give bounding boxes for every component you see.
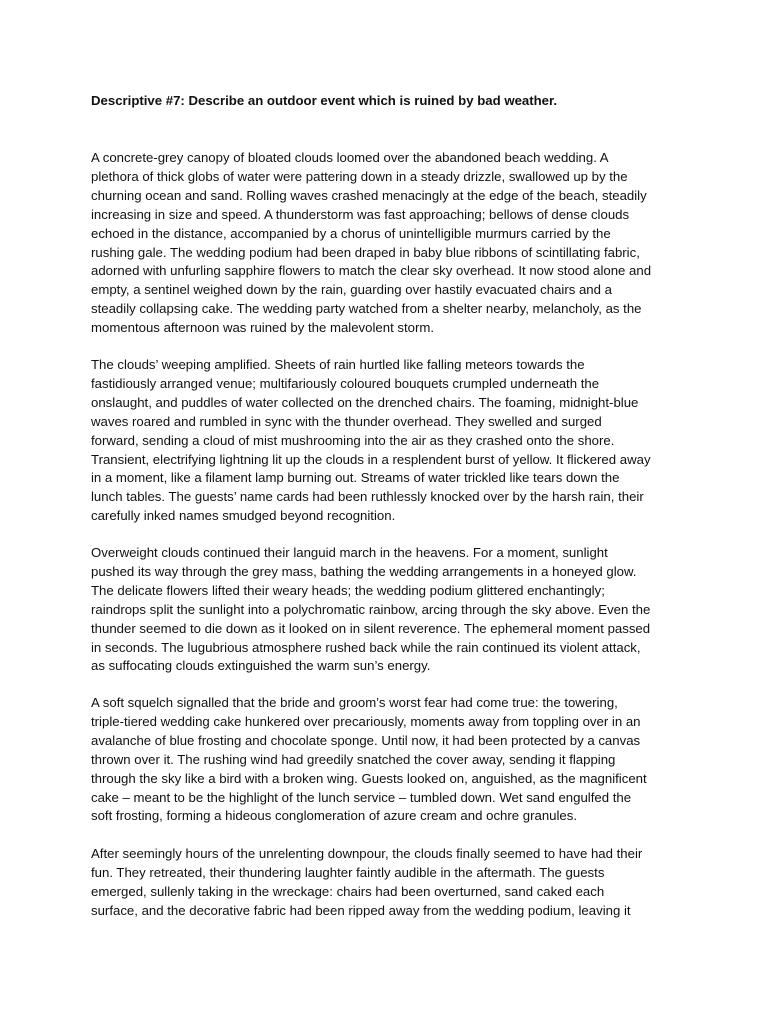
paragraph-line: fun. They retreated, their thundering laughter faintly audible in the aftermath. The guests [91, 864, 605, 880]
paragraph-line: triple-tiered wedding cake hunkered over precariously, moments away from toppling over in an [91, 713, 641, 729]
paragraph-line: thrown over it. The rushing wind had greedily snatched the cover away, sending it flapping [91, 751, 616, 767]
paragraph-line: After seemingly hours of the unrelenting downpour, the clouds finally seemed to have had their [91, 846, 643, 861]
paragraph-line: A concrete-grey canopy of bloated clouds loomed over the abandoned beach wedding. A [91, 150, 609, 165]
paragraph-line: The delicate flowers lifted their weary heads; the wedding podium glittered enchantingly; [91, 582, 605, 598]
paragraph-line: churning ocean and sand. Rolling waves crashed menacingly at the edge of the beach, steadily [91, 187, 647, 203]
paragraph-line: as suffocating clouds extinguished the warm sun’s energy. [91, 658, 431, 674]
paragraph-line: onslaught, and puddles of water collected on the drenched chairs. The foaming, midnight-blue [91, 394, 639, 410]
paragraph-line: increasing in size and speed. A thunderstorm was fast approaching; bellows of dense clouds [91, 206, 630, 222]
paragraph-line: surface, and the decorative fabric had been ripped away from the wedding podium, leaving it [91, 902, 631, 918]
paragraph-line: in a moment, like a filament lamp burning out. Streams of water trickled like tears down the [91, 470, 620, 486]
paragraph-line: Overweight clouds continued their languid march in the heavens. For a moment, sunlight [91, 545, 608, 560]
paragraph-line: in seconds. The lugubrious atmosphere rushed back while the rain continued its violent attack, [91, 639, 641, 655]
paragraph-line: Transient, electrifying lightning lit up the clouds in a resplendent burst of yellow. It flickered away [91, 451, 651, 467]
paragraph-2 [91, 356, 691, 526]
paragraph-4 [91, 694, 691, 826]
paragraph-line: through the sky like a bird with a broken wing. Guests looked on, anguished, as the magnificent [91, 770, 647, 786]
paragraph-line: empty, a sentinel weighed down by the rain, guarding over hastily evacuated chairs and a [91, 282, 612, 298]
paragraph-line: cake – meant to be the highlight of the lunch service – tumbled down. Wet sand engulfed the [91, 789, 632, 805]
document-title: Descriptive #7: Describe an outdoor event which is ruined by bad weather. [91, 93, 558, 108]
paragraph-line: raindrops split the sunlight into a polychromatic rainbow, arcing through the sky above. Even the [91, 601, 651, 617]
paragraph-line: lunch tables. The guests’ name cards had been ruthlessly knocked over by the harsh rain, their [91, 489, 644, 505]
paragraph-line: avalanche of blue frosting and chocolate sponge. Until now, it had been protected by a canvas [91, 732, 641, 748]
paragraph-line: echoed in the distance, accompanied by a chorus of unintelligible murmurs carried by the [91, 225, 611, 241]
paragraph-line: adorned with unfurling sapphire flowers to match the clear sky overhead. It now stood alone and [91, 263, 652, 279]
paragraph-line: momentous afternoon was ruined by the malevolent storm. [91, 320, 435, 336]
paragraph-line: forward, sending a cloud of mist mushrooming into the air as they crashed onto the shore. [91, 432, 615, 448]
paragraph-line: emerged, sullenly taking in the wreckage: chairs had been overturned, sand caked each [91, 883, 605, 899]
paragraph-line: The clouds’ weeping amplified. Sheets of rain hurtled like falling meteors towards the [91, 357, 585, 372]
paragraph-line: plethora of thick globs of water were pattering down in a steady drizzle, swallowed up by the [91, 168, 628, 184]
paragraph-1 [91, 149, 691, 338]
paragraph-line: rushing gale. The wedding podium had been draped in baby blue ribbons of scintillating fabric, [91, 244, 640, 260]
paragraph-5 [91, 845, 691, 921]
paragraph-line: fastidiously arranged venue; multifariously coloured bouquets crumpled underneath the [91, 375, 600, 391]
paragraph-line: steadily collapsing cake. The wedding party watched from a shelter nearby, melancholy, as the [91, 301, 642, 317]
paragraph-3 [91, 544, 691, 676]
paragraph-line: soft frosting, forming a hideous conglomeration of azure cream and ochre granules. [91, 808, 578, 824]
paragraph-line: carefully inked names smudged beyond recognition. [91, 508, 396, 524]
paragraph-line: A soft squelch signalled that the bride and groom’s worst fear had come true: the towering, [91, 695, 618, 710]
paragraph-line: thunder seemed to die down as it looked on in silent reverence. The ephemeral moment passed [91, 620, 651, 636]
paragraph-line: waves roared and rumbled in sync with the thunder overhead. They swelled and surged [91, 413, 602, 429]
paragraph-line: pushed its way through the grey mass, bathing the wedding arrangements in a honeyed glow. [91, 563, 637, 579]
